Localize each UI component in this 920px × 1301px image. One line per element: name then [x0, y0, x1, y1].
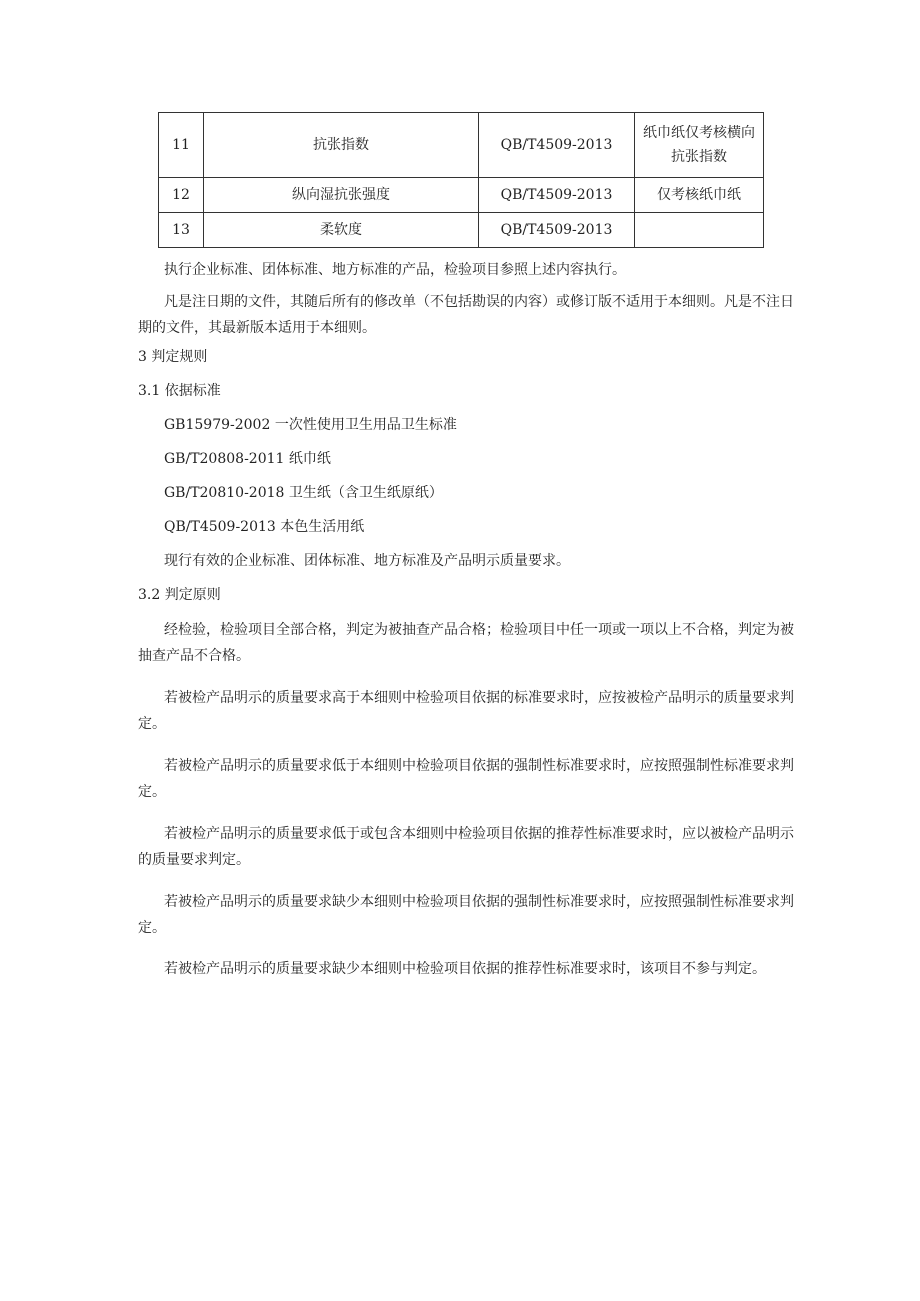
item-note: 仅考核纸巾纸 [635, 178, 764, 213]
paragraph-dated-docs: 凡是注日期的文件，其随后所有的修改单（不包括勘误的内容）或修订版不适用于本细则。凡是不注日期的文件，其最新版本适用于本细则。 [138, 294, 794, 336]
rule-2: 若被检产品明示的质量要求高于本细则中检验项目依据的标准要求时，应按被检产品明示的质量要求判定。 [138, 690, 794, 732]
table-row [159, 213, 764, 248]
table-row [159, 178, 764, 213]
standard-gb15979: GB15979-2002 一次性使用卫生用品卫生标准 [164, 417, 457, 433]
item-number: 13 [159, 213, 204, 248]
standard-qb-t4509: QB/T4509-2013 本色生活用纸 [164, 519, 365, 535]
item-standard: QB/T4509-2013 [479, 213, 635, 248]
item-name: 柔软度 [204, 213, 479, 248]
item-number: 11 [159, 113, 204, 178]
section-heading-3-2: 3.2 判定原则 [138, 587, 221, 603]
item-note: 纸巾纸仅考核横向抗张指数 [635, 113, 764, 178]
rule-6: 若被检产品明示的质量要求缺少本细则中检验项目依据的推荐性标准要求时，该项目不参与判定。 [164, 961, 766, 977]
standard-gb-t20808: GB/T20808-2011 纸巾纸 [164, 451, 331, 467]
paragraph-exec: 执行企业标准、团体标准、地方标准的产品，检验项目参照上述内容执行。 [164, 262, 626, 278]
section-heading-3: 3 判定规则 [138, 349, 208, 365]
section-heading-3-1: 3.1 依据标准 [138, 383, 221, 399]
table-row [159, 113, 764, 178]
rule-3: 若被检产品明示的质量要求低于本细则中检验项目依据的强制性标准要求时，应按照强制性标准要求判定。 [138, 758, 794, 800]
item-number: 12 [159, 178, 204, 213]
item-standard: QB/T4509-2013 [479, 113, 635, 178]
standard-enterprise: 现行有效的企业标准、团体标准、地方标准及产品明示质量要求。 [164, 553, 570, 569]
item-name: 抗张指数 [204, 113, 479, 178]
item-name: 纵向湿抗张强度 [204, 178, 479, 213]
item-note [635, 213, 764, 248]
rule-1: 经检验，检验项目全部合格，判定为被抽查产品合格；检验项目中任一项或一项以上不合格，判定为被抽查产品不合格。 [138, 622, 794, 664]
rule-4: 若被检产品明示的质量要求低于或包含本细则中检验项目依据的推荐性标准要求时，应以被检产品明示的质量要求判定。 [138, 826, 794, 868]
standard-gb-t20810: GB/T20810-2018 卫生纸（含卫生纸原纸） [164, 485, 443, 501]
rule-5: 若被检产品明示的质量要求缺少本细则中检验项目依据的强制性标准要求时，应按照强制性标准要求判定。 [138, 894, 794, 936]
inspection-items-table [158, 112, 764, 248]
item-standard: QB/T4509-2013 [479, 178, 635, 213]
